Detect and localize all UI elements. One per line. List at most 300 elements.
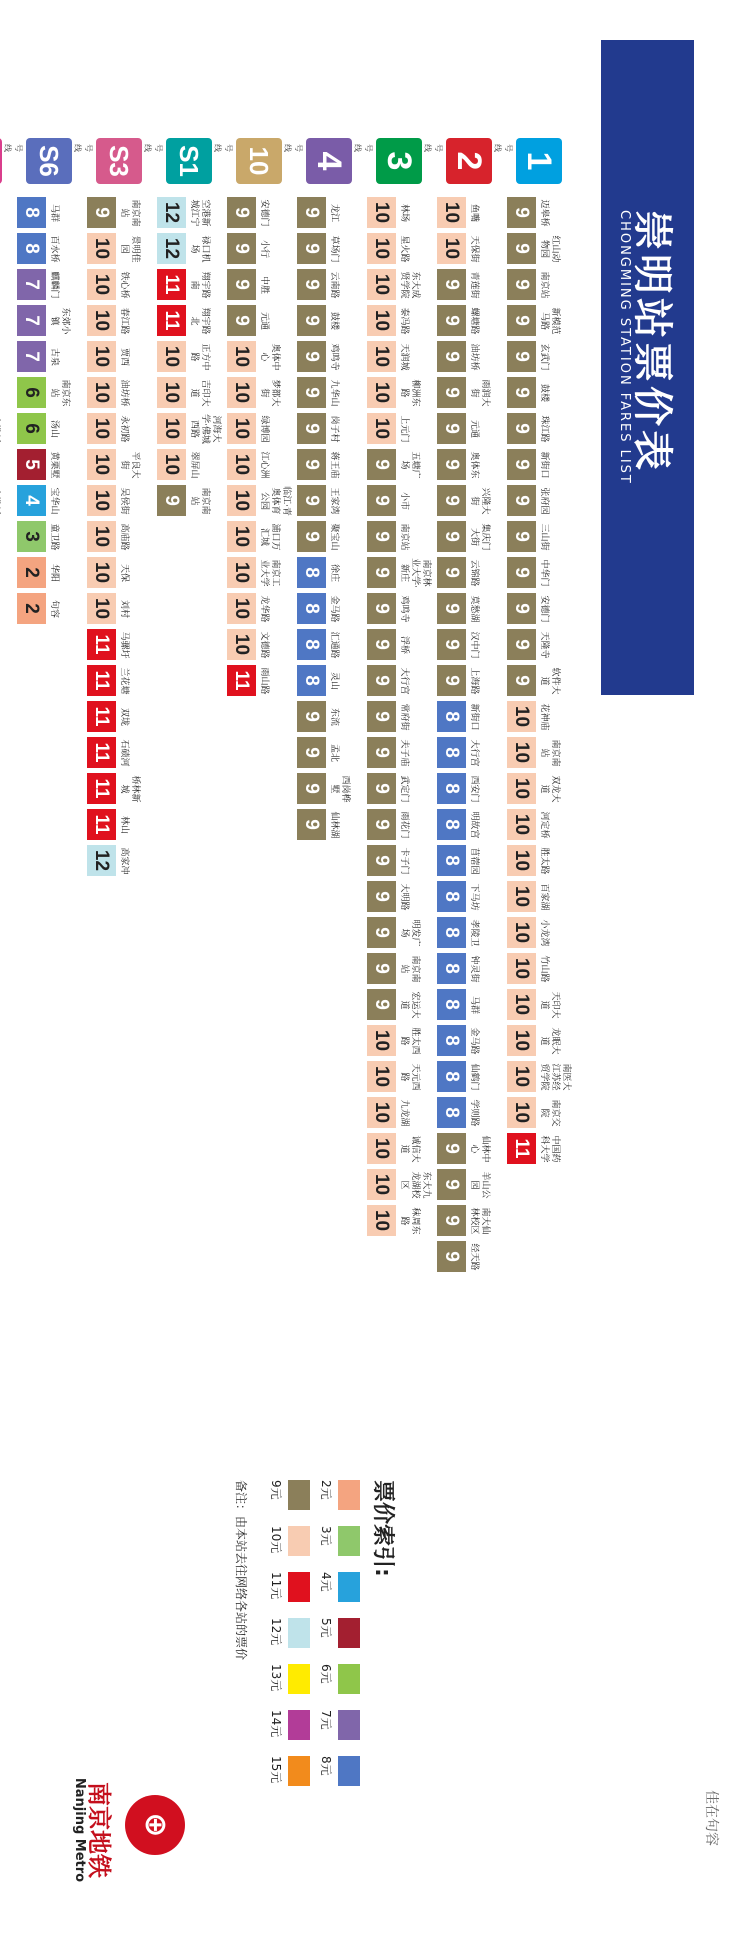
station-cell (0, 304, 10, 338)
station-name: 南大仙林校区 (469, 1207, 490, 1235)
station-cell (437, 340, 500, 374)
station-name: 聚宝山 (329, 523, 339, 551)
station-cell (507, 448, 570, 482)
fare-box: 9 (507, 629, 536, 660)
fare-box: 9 (297, 413, 326, 444)
station-name: 南京东站 (49, 379, 70, 407)
station-cell (17, 484, 80, 518)
station-cell (87, 844, 150, 878)
fare-box: 9 (367, 881, 396, 912)
fare-box: 5 (17, 449, 46, 480)
station-name: 吴侯街 (119, 487, 129, 515)
fare-box: 9 (437, 449, 466, 480)
station-name (0, 376, 10, 410)
fare-box: 10 (507, 881, 536, 912)
fare-box: 6 (17, 413, 46, 444)
station-cell (17, 520, 80, 554)
station-name: 汤山 (49, 419, 59, 438)
station-name: 九龙湖 (399, 1099, 409, 1127)
station-cell (157, 340, 220, 374)
fare-box: 9 (227, 305, 256, 336)
station-name: 空港新城江宁 (189, 199, 210, 227)
page-header (601, 40, 694, 695)
station-name: 孟北 (329, 743, 339, 762)
fare-box: 9 (227, 233, 256, 264)
fare-box: 10 (507, 1061, 536, 1092)
fare-box: 9 (297, 773, 326, 804)
station-name: 王家湾 (329, 487, 339, 515)
station-name: 羊山公园 (469, 1171, 490, 1199)
station-cell (87, 664, 150, 698)
station-cell (87, 556, 150, 590)
fare-box: 11 (87, 737, 116, 768)
watermark: 佳在句容 (703, 1790, 719, 1846)
station-cell (507, 736, 570, 770)
station-name: 马群 (469, 995, 479, 1014)
fare-box: 11 (87, 665, 116, 696)
station-cell (87, 808, 150, 842)
station-cell (367, 304, 430, 338)
station-cell (0, 484, 10, 518)
station-name: 莫愁湖 (469, 595, 479, 623)
fare-box: 3 (17, 521, 46, 552)
station-cell (0, 268, 10, 302)
fare-box: 9 (437, 665, 466, 696)
fare-box: 9 (367, 989, 396, 1020)
line-suffix: 号线 (493, 144, 513, 152)
fare-box: 9 (297, 233, 326, 264)
station-name: 苜蓿园 (469, 847, 479, 875)
fare-box: 9 (367, 593, 396, 624)
fare-box: 8 (437, 881, 466, 912)
station-name: 南京交院 (539, 1099, 560, 1127)
station-name: 明故宫 (469, 811, 479, 839)
station-name: 翠屏山 (189, 451, 199, 479)
station-name: 兴隆大街 (469, 487, 490, 515)
station-name: 秣周东路 (399, 1207, 420, 1235)
fare-box: 10 (227, 521, 256, 552)
station-name: 南京站 (539, 271, 549, 299)
station-cell (367, 232, 430, 266)
station-name: 新街口 (539, 451, 549, 479)
station-cell (437, 484, 500, 518)
fare-box: 10 (227, 557, 256, 588)
station-name: 迈皋桥 (539, 199, 549, 227)
station-cell (87, 772, 150, 806)
station-name: 高庙路 (119, 523, 129, 551)
station-cell (17, 412, 80, 446)
fare-box: 12 (157, 233, 186, 264)
logo-cn: 南京地铁 (85, 1782, 113, 1878)
station-name: 宝华山 (49, 487, 59, 515)
line-suffix: 号线 (73, 144, 93, 152)
station-cell (437, 304, 500, 338)
station-cell (17, 448, 80, 482)
station-name (0, 412, 10, 446)
station-cell (87, 232, 150, 266)
legend-swatch (338, 1664, 360, 1694)
fare-box: 11 (87, 629, 116, 660)
station-cell (507, 1096, 570, 1130)
station-cell (507, 1024, 570, 1058)
station-name: 河定桥 (539, 811, 549, 839)
station-name: 奥体东 (469, 451, 479, 479)
station-cell (367, 520, 430, 554)
station-name: 柳洲东路 (399, 379, 420, 407)
station-cell (157, 412, 220, 446)
station-cell (367, 340, 430, 374)
station-cell (367, 196, 430, 230)
fare-box: 9 (437, 1133, 466, 1164)
nanjing-metro-logo (65, 1735, 185, 1925)
station-name (0, 448, 10, 482)
station-cell (297, 808, 360, 842)
fare-box: 9 (507, 197, 536, 228)
fare-box: 10 (507, 845, 536, 876)
station-cell (157, 448, 220, 482)
station-name: 仙林中心 (469, 1135, 490, 1163)
station-cell (297, 556, 360, 590)
fare-box: 10 (507, 809, 536, 840)
line-badge: 2 (446, 138, 492, 184)
station-cell (297, 340, 360, 374)
station-cell (437, 880, 500, 914)
fare-box: 10 (367, 269, 396, 300)
station-name: 百家湖 (539, 883, 549, 911)
station-cell (367, 844, 430, 878)
station-name: 安德门 (539, 595, 549, 623)
fare-box: 10 (367, 1061, 396, 1092)
station-cell (87, 412, 150, 446)
station-cell (437, 1024, 500, 1058)
station-cell (507, 520, 570, 554)
station-cell (437, 808, 500, 842)
station-name: 南京南站 (189, 487, 210, 515)
fare-box: 9 (367, 557, 396, 588)
fare-box: 9 (227, 269, 256, 300)
legend-item (319, 1756, 360, 1826)
station-name: 麒麟门 (49, 271, 59, 299)
fare-box: 10 (227, 449, 256, 480)
station-cell (437, 700, 500, 734)
station-name (0, 232, 10, 266)
fare-box: 8 (437, 701, 466, 732)
station-cell (17, 592, 80, 626)
station-name: 永初路 (119, 415, 129, 443)
station-name: 天印大道 (539, 991, 560, 1019)
fare-box: 12 (87, 845, 116, 876)
station-cell (507, 700, 570, 734)
fare-box: 9 (437, 269, 466, 300)
station-cell (367, 1204, 430, 1238)
fare-box: 11 (507, 1133, 536, 1164)
station-cell (227, 340, 290, 374)
station-cell (227, 484, 290, 518)
legend-label: 6元 (319, 1664, 333, 1684)
station-name: 小市 (399, 491, 409, 510)
station-name: 大明路 (399, 883, 409, 911)
station-cell (437, 268, 500, 302)
station-cell (437, 376, 500, 410)
fare-box: 9 (367, 629, 396, 660)
station-name: 新街口 (469, 703, 479, 731)
fare-box: 9 (437, 521, 466, 552)
station-name: 南京站 (399, 523, 409, 551)
fare-box: 10 (87, 341, 116, 372)
fare-box: 10 (227, 485, 256, 516)
station-cell (507, 844, 570, 878)
station-name: 青莲街 (469, 271, 479, 299)
station-name: 明发广场 (399, 919, 420, 947)
station-name: 禄口机场 (189, 235, 210, 263)
station-name: 龙眠大道 (539, 1027, 560, 1055)
station-name: 马骡圩 (119, 631, 129, 659)
station-cell (0, 448, 10, 482)
fare-box: 9 (437, 485, 466, 516)
station-cell (367, 880, 430, 914)
fare-box: 10 (87, 557, 116, 588)
legend-label: 7元 (319, 1710, 333, 1730)
fare-box: 10 (157, 449, 186, 480)
station-cell (367, 664, 430, 698)
station-cell (227, 268, 290, 302)
fare-box: 9 (367, 809, 396, 840)
legend-swatch (288, 1664, 310, 1694)
fare-box: 10 (87, 521, 116, 552)
station-name: 草场门 (329, 235, 339, 263)
legend-label: 15元 (269, 1756, 283, 1784)
station-cell (507, 952, 570, 986)
station-name: 林场 (399, 203, 409, 222)
station-name: 元通 (469, 419, 479, 438)
station-name: 软件大道 (539, 667, 560, 695)
station-name: 翔宇路北 (189, 307, 210, 335)
station-name: 天元西路 (399, 1063, 420, 1091)
station-cell (157, 376, 220, 410)
station-cell (437, 232, 500, 266)
station-cell (297, 376, 360, 410)
station-name: 龙华路 (259, 595, 269, 623)
station-cell (367, 952, 430, 986)
fare-box: 9 (437, 593, 466, 624)
line-badge: S1 (166, 138, 212, 184)
station-cell (367, 808, 430, 842)
station-name: 西岗桦墅 (329, 775, 350, 803)
station-name: 灵山 (329, 671, 339, 690)
station-cell (297, 232, 360, 266)
station-name: 南医大江苏经贸学院 (539, 1063, 571, 1091)
fare-box: 10 (367, 377, 396, 408)
station-cell (437, 1060, 500, 1094)
fare-box: 10 (367, 233, 396, 264)
fare-box: 9 (297, 809, 326, 840)
fare-box: 8 (297, 629, 326, 660)
station-name: 下马坊 (469, 883, 479, 911)
fare-box: 9 (507, 377, 536, 408)
station-name (0, 340, 10, 374)
station-cell (437, 196, 500, 230)
station-name: 大行宫 (399, 667, 409, 695)
legend-swatch (338, 1618, 360, 1648)
station-name: 孝陵卫 (469, 919, 479, 947)
station-cell (87, 196, 150, 230)
station-name: 马群 (49, 203, 59, 222)
fare-box: 9 (227, 197, 256, 228)
legend-swatch (288, 1756, 310, 1786)
station-cell (507, 772, 570, 806)
station-name: 九华山 (329, 379, 339, 407)
fare-box: 9 (367, 773, 396, 804)
station-cell (17, 304, 80, 338)
station-name: 集庆门大街 (469, 523, 490, 551)
station-cell (227, 196, 290, 230)
station-cell (367, 1168, 430, 1202)
station-cell (507, 268, 570, 302)
fare-box: 10 (367, 1205, 396, 1236)
station-name: 胜太路 (539, 847, 549, 875)
station-name: 景明佳园 (119, 235, 140, 263)
station-cell (227, 412, 290, 446)
line-badge (0, 138, 2, 184)
station-name: 高家冲 (119, 847, 129, 875)
fare-box: 9 (507, 341, 536, 372)
fare-box: 9 (437, 1241, 466, 1272)
station-name: 河海大学·佛城西路 (189, 414, 221, 444)
station-name: 东郊小镇 (49, 307, 70, 335)
station-name: 小龙湾 (539, 919, 549, 947)
line-badge: 10 (236, 138, 282, 184)
station-name: 钟灵街 (469, 955, 479, 983)
fare-box: 9 (437, 629, 466, 660)
station-cell (87, 592, 150, 626)
station-cell (157, 268, 220, 302)
fare-legend (220, 1480, 400, 1810)
station-cell (87, 520, 150, 554)
station-cell (17, 232, 80, 266)
station-name: 五塘广场 (399, 451, 420, 479)
station-cell (367, 556, 430, 590)
station-cell (507, 664, 570, 698)
station-cell (367, 1132, 430, 1166)
legend-swatch (338, 1526, 360, 1556)
station-name: 林山 (119, 815, 129, 834)
station-cell (367, 1096, 430, 1130)
station-cell (437, 448, 500, 482)
station-cell (297, 736, 360, 770)
fare-box: 10 (157, 377, 186, 408)
fare-box: 10 (367, 1025, 396, 1056)
legend-note: 备注：由本站去往网络各站的票价 (234, 1480, 248, 1661)
station-cell (437, 628, 500, 662)
station-name: 雨润大街 (469, 379, 490, 407)
line-suffix: 号线 (213, 144, 233, 152)
line-badge: S6 (26, 138, 72, 184)
station-name: 夫子庙 (399, 739, 409, 767)
station-cell (437, 844, 500, 878)
fare-box: 10 (507, 1025, 536, 1056)
fare-box: 10 (227, 593, 256, 624)
fare-box: 11 (227, 665, 256, 696)
fare-box: 11 (157, 305, 186, 336)
fare-box: 10 (87, 449, 116, 480)
fare-box: 10 (227, 377, 256, 408)
fare-box: 11 (87, 701, 116, 732)
legend-swatch (288, 1572, 310, 1602)
station-cell (227, 232, 290, 266)
fare-box: 9 (437, 1169, 466, 1200)
station-name (0, 196, 10, 230)
line-badge: 4 (306, 138, 352, 184)
fare-box: 9 (367, 845, 396, 876)
station-cell (507, 376, 570, 410)
station-name: 鸡鸣寺 (399, 595, 409, 623)
fare-box: 9 (507, 557, 536, 588)
line-badge: 1 (516, 138, 562, 184)
station-name: 宏运大道 (399, 991, 420, 1019)
station-name: 浦口万汇城 (259, 523, 280, 551)
legend-swatch (288, 1710, 310, 1740)
station-cell (507, 232, 570, 266)
fare-box: 8 (297, 593, 326, 624)
station-name: 上元门 (399, 415, 409, 443)
station-name: 黄栗墅 (49, 451, 59, 479)
legend-label: 14元 (269, 1710, 283, 1738)
station-cell (367, 628, 430, 662)
station-cell (437, 520, 500, 554)
station-name: 徐庄 (329, 563, 339, 582)
station-cell (507, 484, 570, 518)
station-cell (507, 880, 570, 914)
fare-box: 10 (87, 377, 116, 408)
fare-box: 8 (437, 737, 466, 768)
station-cell (157, 232, 220, 266)
fare-box: 10 (507, 953, 536, 984)
station-cell (367, 700, 430, 734)
legend-swatch (288, 1480, 310, 1510)
station-name: 玄武门 (539, 343, 549, 371)
station-name: 新模范马路 (539, 307, 560, 335)
fare-box: 8 (437, 845, 466, 876)
fare-box: 9 (297, 701, 326, 732)
station-cell (507, 628, 570, 662)
fare-box: 11 (157, 269, 186, 300)
station-cell (0, 376, 10, 410)
station-name: 安德门 (259, 199, 269, 227)
fare-box: 8 (437, 917, 466, 948)
station-cell (227, 376, 290, 410)
station-name: 正方中路 (189, 343, 210, 371)
fare-box: 2 (17, 593, 46, 624)
station-cell (507, 592, 570, 626)
fare-box: 8 (437, 953, 466, 984)
legend-label: 2元 (319, 1480, 333, 1500)
fare-box: 9 (367, 953, 396, 984)
station-name: 云锦路 (469, 559, 479, 587)
station-name: 雨花门 (399, 811, 409, 839)
station-cell (507, 556, 570, 590)
station-name: 浮桥 (399, 635, 409, 654)
legend-label: 13元 (269, 1664, 283, 1692)
station-cell (437, 1204, 500, 1238)
fare-box: 9 (507, 593, 536, 624)
station-name: 雨山路 (259, 667, 269, 695)
station-name: 南京南站 (399, 955, 420, 983)
legend-label: 11元 (269, 1572, 283, 1600)
station-name: 天保街 (469, 235, 479, 263)
station-cell (297, 484, 360, 518)
fare-box: 9 (437, 341, 466, 372)
fare-box: 9 (297, 197, 326, 228)
